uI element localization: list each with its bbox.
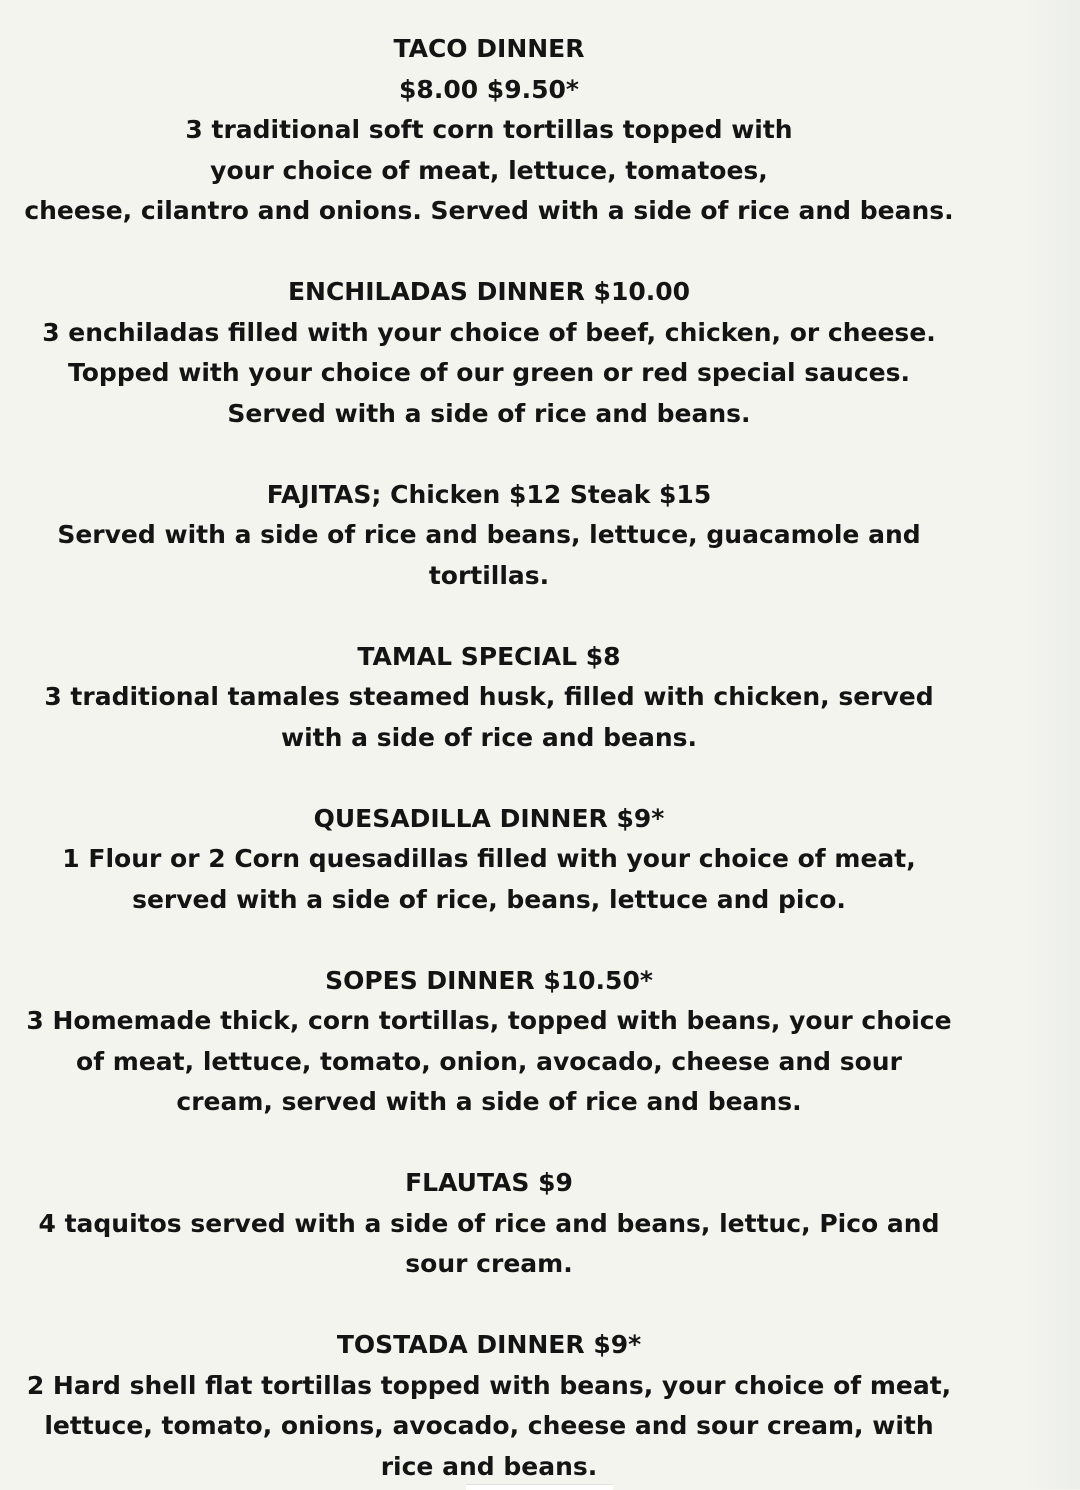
menu-item-title: SOPES DINNER $10.50* [325, 965, 653, 995]
menu-item-enchiladas-dinner [0, 272, 978, 434]
menu-item-description: Topped with your choice of our green or red special sauces. [68, 358, 910, 387]
menu-item-description: sour cream. [405, 1249, 573, 1278]
menu-item-description: 3 traditional soft corn tortillas topped with [185, 115, 793, 144]
menu-item-title: TOSTADA DINNER $9* [336, 1330, 642, 1359]
menu-item-description: with a side of rice and beans. [281, 722, 697, 752]
menu-item-description: served with a side of rice, beans, lettuce and pico. [132, 884, 846, 914]
menu-item-sopes-dinner [0, 961, 978, 1123]
menu-item-tostada-dinner [0, 1325, 978, 1487]
menu-item-title: ENCHILADAS DINNER $10.00 [287, 277, 691, 306]
menu-item-fajitas [0, 475, 978, 597]
menu-item-title: TAMAL SPECIAL $8 [357, 641, 621, 671]
menu-item-description: cheese, cilantro and onions. Served with a side of rice and beans. [24, 196, 954, 225]
menu-item-description: 3 traditional tamales steamed husk, filled with chicken, served [44, 682, 934, 711]
menu-item-description: 4 taquitos served with a side of rice and beans, lettuc, Pico and [38, 1208, 940, 1238]
menu-item-description: 2 Hard shell flat tortillas topped with beans, your choice of meat, [26, 1370, 952, 1400]
menu-item-description: 3 Homemade thick, corn tortillas, topped with beans, your choice [26, 1006, 952, 1035]
menu-item-title: FAJITAS; Chicken $12 Steak $15 [266, 479, 712, 509]
menu-item-description: lettuce, tomato, onions, avocado, cheese and sour cream, with [44, 1411, 934, 1440]
menu-item-tamal-special [0, 637, 978, 759]
menu-item-title: QUESADILLA DINNER $9* [313, 803, 665, 833]
menu-item-taco-dinner [0, 29, 978, 232]
dinner-menu [0, 29, 978, 1487]
menu-item-description: 3 enchiladas filled with your choice of beef, chicken, or cheese. [42, 317, 936, 347]
menu-item-description: Served with a side of rice and beans, lettuce, guacamole and [57, 520, 921, 549]
menu-item-description: 1 Flour or 2 Corn quesadillas filled with your choice of meat, [62, 844, 916, 873]
menu-item-description: Served with a side of rice and beans. [227, 398, 751, 428]
menu-item-flautas [0, 1163, 978, 1285]
menu-item-title: TACO DINNER [393, 34, 585, 63]
menu-item-description: of meat, lettuce, tomato, onion, avocado, cheese and sour [76, 1046, 902, 1076]
menu-item-quesadilla-dinner [0, 799, 978, 921]
right-edge-shade [1020, 0, 1080, 1489]
bottom-edge-strip [466, 1484, 613, 1490]
menu-item-description: your choice of meat, lettuce, tomatoes, [210, 155, 768, 185]
menu-item-description: cream, served with a side of rice and beans. [176, 1087, 802, 1116]
menu-item-title: FLAUTAS $9 [405, 1168, 573, 1197]
menu-item-price: $8.00 $9.50* [399, 74, 579, 104]
menu-item-description: rice and beans. [380, 1451, 598, 1481]
menu-item-description: tortillas. [428, 560, 550, 590]
